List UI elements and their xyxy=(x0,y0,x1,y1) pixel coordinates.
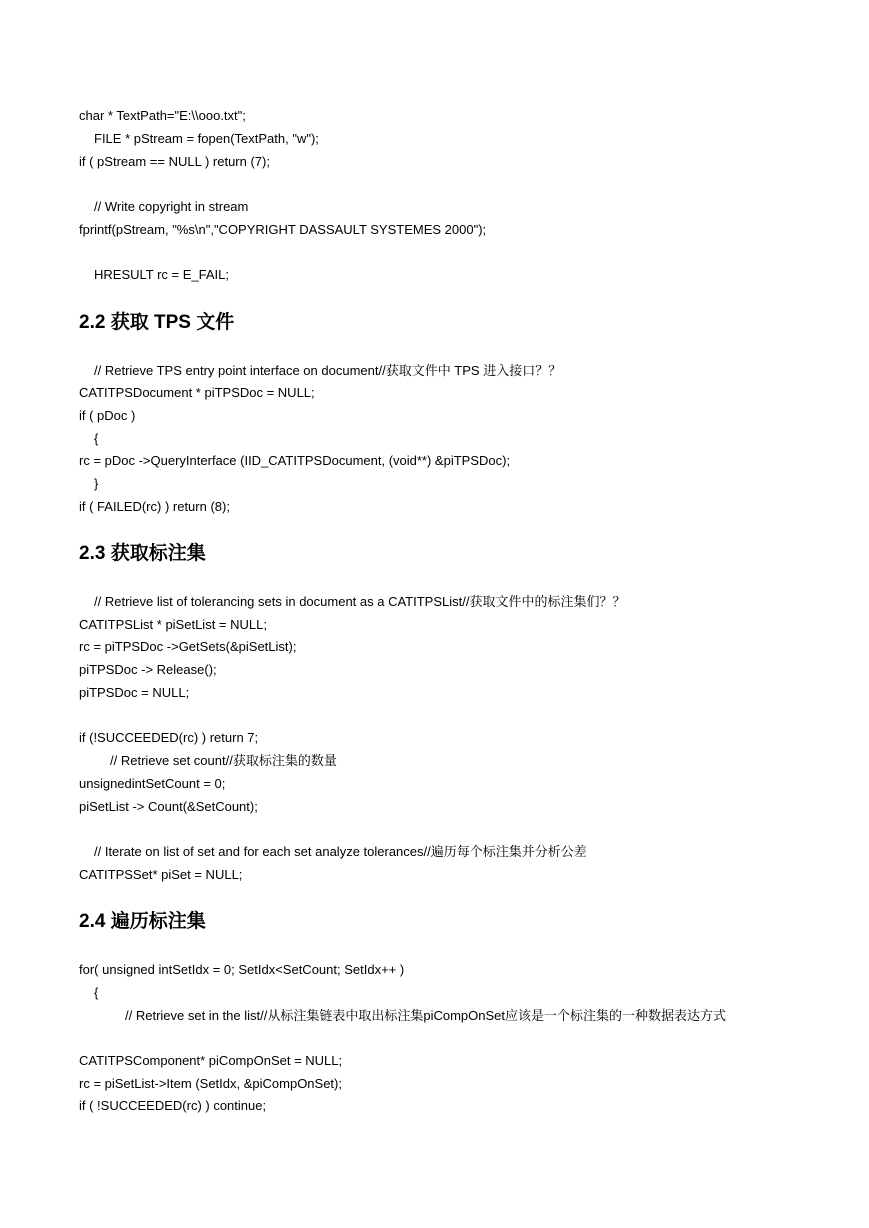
code-line: { xyxy=(94,431,99,446)
code-comment: // Retrieve set in the list//从标注集链表中取出标注集piCompOnSet应该是一个标注集的一种数据表达方式 xyxy=(125,1008,726,1023)
code-line: char * TextPath="E:\\ooo.txt"; xyxy=(79,108,246,123)
code-line: piSetList -> Count(&SetCount); xyxy=(79,799,258,814)
code-comment: // Retrieve TPS entry point interface on document//获取文件中 TPS 进入接口？？ xyxy=(94,363,562,378)
section-heading-2-2: 2.2 获取 TPS 文件 xyxy=(79,312,235,333)
code-line: rc = pDoc ->QueryInterface (IID_CATITPSDocument, (void**) &piTPSDoc); xyxy=(79,453,511,468)
code-line: CATITPSList * piSetList = NULL; xyxy=(79,617,267,632)
code-line: CATITPSComponent* piCompOnSet = NULL; xyxy=(79,1053,343,1068)
code-line: rc = piSetList->Item (SetIdx, &piCompOnSet); xyxy=(79,1076,342,1091)
code-comment: // Iterate on list of set and for each set analyze tolerances//遍历每个标注集并分析公差 xyxy=(94,844,587,859)
code-line: for( unsigned intSetIdx = 0; SetIdx<SetCount; SetIdx++ ) xyxy=(79,962,405,977)
code-line: HRESULT rc = E_FAIL; xyxy=(94,267,229,282)
code-comment: // Retrieve list of tolerancing sets in document as a CATITPSList//获取文件中的标注集们？？ xyxy=(94,594,626,609)
code-line: piTPSDoc = NULL; xyxy=(79,685,190,700)
code-line: if (!SUCCEEDED(rc) ) return 7; xyxy=(79,730,259,745)
code-line: piTPSDoc -> Release(); xyxy=(79,662,217,677)
code-line: fprintf(pStream, "%s\n","COPYRIGHT DASSAULT SYSTEMES 2000"); xyxy=(79,222,487,237)
code-line: } xyxy=(94,476,99,491)
code-line: CATITPSDocument * piTPSDoc = NULL; xyxy=(79,385,315,400)
code-line: if ( pDoc ) xyxy=(79,408,136,423)
code-line: if ( FAILED(rc) ) return (8); xyxy=(79,499,230,514)
code-line: rc = piTPSDoc ->GetSets(&piSetList); xyxy=(79,639,297,654)
code-line: CATITPSSet* piSet = NULL; xyxy=(79,867,243,882)
code-comment: // Write copyright in stream xyxy=(94,199,249,214)
section-heading-2-3: 2.3 获取标注集 xyxy=(79,543,206,564)
code-line: if ( !SUCCEEDED(rc) ) continue; xyxy=(79,1098,267,1113)
code-comment: // Retrieve set count//获取标注集的数量 xyxy=(110,753,337,768)
code-line: FILE * pStream = fopen(TextPath, "w"); xyxy=(94,131,319,146)
code-line: { xyxy=(94,985,99,1000)
code-line: unsignedintSetCount = 0; xyxy=(79,776,226,791)
section-heading-2-4: 2.4 遍历标注集 xyxy=(79,911,206,932)
code-line: if ( pStream == NULL ) return (7); xyxy=(79,154,270,169)
